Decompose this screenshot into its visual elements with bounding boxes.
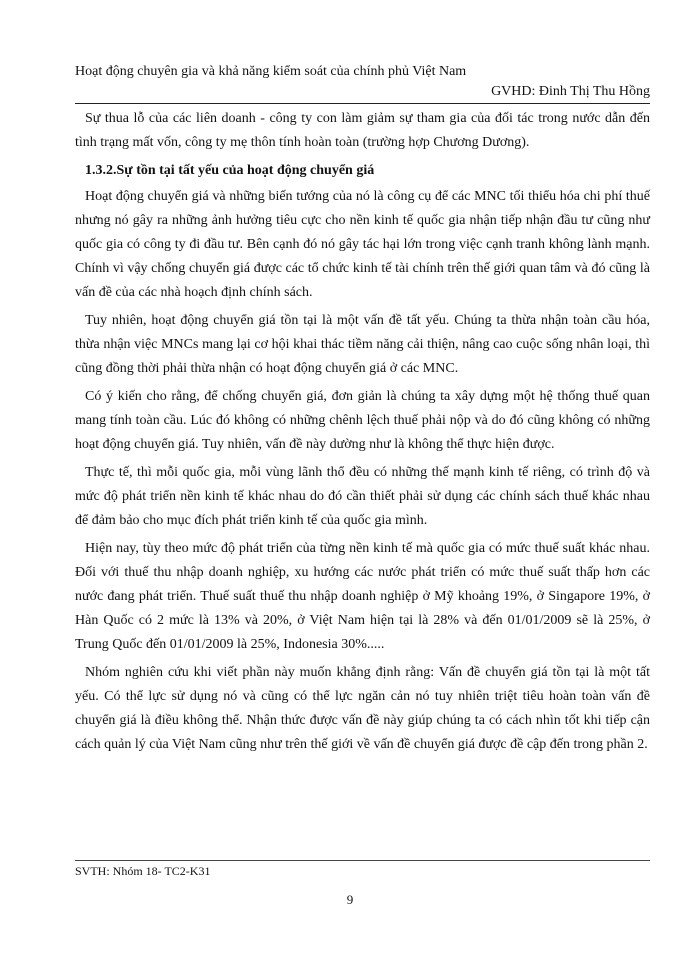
paragraph-5: Thực tế, thì mỗi quốc gia, mỗi vùng lãnh thổ đều có những thế mạnh kinh tế riêng, có trình độ và mức độ phát triển nền kinh tế khác nhau do đó cần thiết phải sử dụng các chính sách thuế khác nhau để đảm bảo cho mục đích phát triển kinh tế của quốc gia mình.: [75, 465, 650, 528]
header-divider: [75, 103, 650, 104]
document-body: [75, 107, 650, 761]
paragraph-4: Có ý kiến cho rằng, để chống chuyển giá, đơn giản là chúng ta xây dựng một hệ thống thuế quan mang tính toàn cầu. Lúc đó không có những chênh lệch thuế phải nộp và do đó cũng không có những hoạt động chuyển giá. Tuy nhiên, vấn đề này dường như là không thể thực hiện được.: [75, 389, 650, 452]
paragraph-6: Hiện nay, tùy theo mức độ phát triển của từng nền kinh tế mà quốc gia có mức thuế suất khác nhau. Đối với thuế thu nhập doanh nghiệp, xu hướng các nước phát triển có mức thuế suất thấp hơn các nước đang phát triển. Thuế suất thuế thu nhập doanh nghiệp ở Mỹ khoảng 19%, ở Singapore 19%, ở Hàn Quốc có 2 mức là 13% và 20%, ở Việt Nam hiện tại là 28% và đến 01/01/2009 sẽ là 25%, ở Trung Quốc đến 01/01/2009 là 25%, Indonesia 30%.....: [75, 541, 650, 652]
section-heading: 1.3.2.Sự tồn tại tất yếu của hoạt động chuyển giá: [85, 163, 375, 178]
header-supervisor: GVHD: Đinh Thị Thu Hồng: [491, 84, 650, 99]
footer-author: SVTH: Nhóm 18- TC2-K31: [75, 864, 211, 878]
paragraph-7: Nhóm nghiên cứu khi viết phần này muốn khẳng định rằng: Vấn đề chuyển giá tồn tại là một tất yếu. Có thể lực sử dụng nó và cũng có thể lực ngăn cản nó tuy nhiên triệt tiêu hoàn toàn vấn đề chuyển giá là điều không thể. Nhận thức được vấn đề này giúp chúng ta có cách nhìn tốt khi tiếp cận cách quản lý của Việt Nam cũng như trên thế giới về vấn đề chuyển giá được đề cập đến trong phần 2.: [75, 665, 650, 752]
paragraph-3: Tuy nhiên, hoạt động chuyển giá tồn tại là một vấn đề tất yếu. Chúng ta thừa nhận toàn cầu hóa, thừa nhận việc MNCs mang lại cơ hội khai thác tiềm năng cải thiện, nâng cao cuộc sống nhân loại, thì cũng đồng thời phải thừa nhận có hoạt động chuyển giá ở các MNC.: [75, 313, 650, 376]
footer-divider: [75, 860, 650, 861]
page-number: 9: [346, 892, 354, 907]
paragraph-2: Hoạt động chuyển giá và những biến tướng của nó là công cụ để các MNC tối thiểu hóa chi phí thuế nhưng nó gây ra những ảnh hưởng tiêu cực cho nền kinh tế quốc gia nhận tiếp nhận đầu tư cũng như quốc gia có công ty đi đầu tư. Bên cạnh đó nó gây tác hại lớn trong việc cạnh tranh không lành mạnh. Chính vì vậy chống chuyển giá được các tổ chức kinh tế tài chính trên thế giới quan tâm và đó cũng là vấn đề của các nhà hoạch định chính sách.: [75, 189, 650, 300]
header-title: Hoạt động chuyên gia và khả năng kiểm soát của chính phủ Việt Nam: [75, 64, 467, 79]
paragraph-1: Sự thua lỗ của các liên doanh - công ty con làm giảm sự tham gia của đối tác trong nước dẫn đến tình trạng mất vốn, công ty mẹ thôn tính hoàn toàn (trường hợp Chương Dương).: [75, 111, 650, 150]
